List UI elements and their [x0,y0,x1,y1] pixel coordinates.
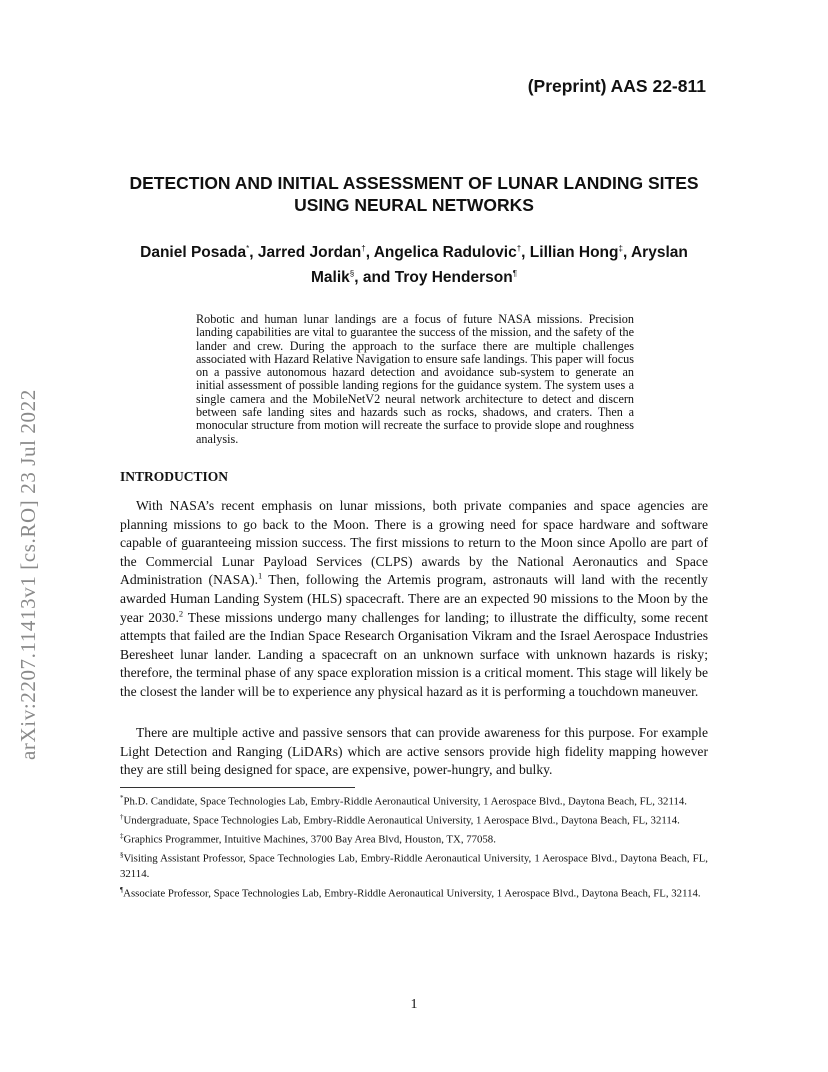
footnote-text: Ph.D. Candidate, Space Technologies Lab, Embry-Riddle Aeronautical University, 1 Aerospace Blvd., Daytona Beach, FL, 32114. [123,795,687,808]
footnote-text: Undergraduate, Space Technologies Lab, Embry-Riddle Aeronautical University, 1 Aerospace Blvd., Daytona Beach, FL, 32114. [123,814,680,827]
paragraph-text: These missions undergo many challenges for landing; to illustrate the difficulty, some recent attempts that failed are the Indian Space Research Organisation Vikram and the Israel Aerospace Industries Beresheet lunar lander. Landing a spacecraft on an unknown surface with unknown hazards is risky; therefore, the terminal phase of any space exploration mission is a critical moment. This stage will likely be the closest the lander will be to experience any physical hazard as it is performing a touchdown maneuver. [120,609,708,699]
arxiv-stamp[interactable]: arXiv:2207.11413v1 [cs.RO] 23 Jul 2022 [16,389,40,760]
body-paragraph: There are multiple active and passive sensors that can provide awareness for this purpose. For example Light Detection and Ranging (LiDARs) which are active sensors provide high fidelity mapping however they are still being designed for space, are expensive, power-hungry, and bulky. [120,725,708,778]
author-name: Angelica Radulovic [373,244,517,262]
paragraph-text: With NASA’s recent emphasis on lunar missions, both private companies and space agencies are planning missions to go back to the Moon. There is a growing need for space hardware and software capable of guaranteeing mission success. The first missions to return to the Moon since Apollo are part of the Commercial Lunar Payload Services (CLPS) awards by the National Aeronautics and Space Administration (NASA). [120,498,708,588]
paragraph-text: Then, following the Artemis program, astronauts will land with the recently awarded Human Landing System (HLS) spacecraft. There are an expected 90 missions to the Moon by the year 2030. [120,572,708,625]
preprint-label: (Preprint) AAS 22-811 [527,76,706,96]
footnote-text: Visiting Assistant Professor, Space Technologies Lab, Embry-Riddle Aeronautical University, 1 Aerospace Blvd., Daytona Beach, FL, 32114. [120,852,708,881]
author-name: Lillian Hong [529,244,619,262]
footnote [120,848,708,883]
footnote [120,791,708,810]
footnote-rule [120,787,355,788]
footnote [120,829,708,848]
footnote-mark: § [120,851,124,860]
author-mark: § [349,269,355,279]
footnote-mark: ‡ [120,832,124,841]
footnote [120,883,708,902]
author-name: Jarred Jordan [257,244,362,262]
author-mark: ¶ [512,269,517,279]
author-mark: ‡ [618,244,623,253]
author-mark: † [361,244,366,253]
author-name: Troy Henderson [394,269,513,287]
author-name: Daniel Posada [140,244,247,262]
author-list: Daniel Posada*, Jarred Jordan†, Angelica Radulovic†, Lillian Hong‡, Aryslan Malik§, and Troy Henderson¶ [140,244,688,287]
abstract: Robotic and human lunar landings are a focus of future NASA missions. Precision landing capabilities are vital to guarantee the success of the mission, and the safety of the lander and crew. During the approach to the surface there are multiple challenges associated with Hazard Relative Navigation to ensure safe landings. This paper will focus on a passive autonomous hazard detection and avoidance sub-system to generate an initial assessment of possible landing regions for the guidance system. The system uses a single camera and the MobileNetV2 neural network architecture to detect and discern between safe landing sites and hazards such as rocks, shadows, and craters. Then a monocular structure from motion will recreate the surface to provide slope and roughness analysis. [196,312,634,446]
footnotes [120,791,708,902]
footnote-mark: ¶ [120,885,124,894]
footnote-text: Graphics Programmer, Intuitive Machines, 3700 Bay Area Blvd, Houston, TX, 77058. [123,833,496,846]
citation-ref[interactable]: 1 [258,570,263,581]
body-paragraph [120,497,708,702]
author-name: Aryslan Malik [311,244,688,287]
author-mark: * [246,244,250,253]
author-mark: † [516,244,522,253]
page-number: 1 [410,997,418,1012]
citation-ref[interactable]: 2 [178,608,184,619]
footnote-mark: † [120,813,124,822]
section-heading: INTRODUCTION [120,469,229,484]
footnote [120,810,708,829]
footnote-text: Associate Professor, Space Technologies Lab, Embry-Riddle Aeronautical University, 1 Aerospace Blvd., Daytona Beach, FL, 32114. [123,887,701,900]
footnote-mark: * [120,794,124,802]
paper-title: DETECTION AND INITIAL ASSESSMENT OF LUNAR LANDING SITES USING NEURAL NETWORKS [129,173,699,215]
